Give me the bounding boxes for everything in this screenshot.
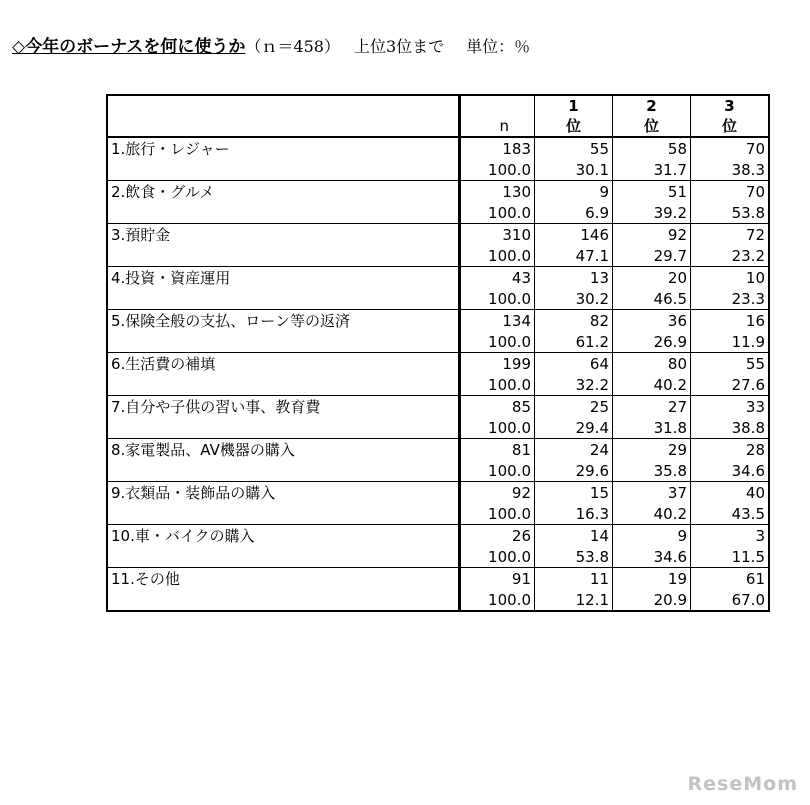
rank-3-count: 33	[691, 396, 770, 418]
rank-2-percent: 34.6	[613, 546, 691, 568]
item-label-blank	[107, 460, 460, 482]
item-percent: 100.0	[460, 202, 535, 224]
rank-2-percent: 35.8	[613, 460, 691, 482]
item-count: 183	[460, 137, 535, 159]
rank-2-percent: 40.2	[613, 374, 691, 396]
results-table	[106, 94, 770, 612]
rank-2-count: 29	[613, 439, 691, 461]
rank-3-count: 55	[691, 353, 770, 375]
rank-3-percent: 43.5	[691, 503, 770, 525]
rank-2-percent: 26.9	[613, 331, 691, 353]
rank-1-number: 1	[568, 97, 579, 115]
rank-3-count: 72	[691, 224, 770, 246]
rank-1-percent: 12.1	[535, 589, 613, 611]
item-label-blank	[107, 202, 460, 224]
rank-3-percent: 34.6	[691, 460, 770, 482]
header-rank-2	[613, 95, 691, 137]
table-row-percent	[107, 417, 769, 439]
header-rank-1	[535, 95, 613, 137]
item-label-blank	[107, 288, 460, 310]
table-row-percent	[107, 503, 769, 525]
rank-3-count: 28	[691, 439, 770, 461]
item-label: 3.預貯金	[107, 224, 460, 246]
item-count: 199	[460, 353, 535, 375]
rank-1-percent: 30.2	[535, 288, 613, 310]
rank-2-percent: 31.8	[613, 417, 691, 439]
rank-2-count: 20	[613, 267, 691, 289]
rank-3-percent: 67.0	[691, 589, 770, 611]
rank-1-percent: 61.2	[535, 331, 613, 353]
item-label: 5.保険全般の支払、ローン等の返済	[107, 310, 460, 332]
rank-3-count: 70	[691, 137, 770, 159]
item-label: 6.生活費の補填	[107, 353, 460, 375]
table-row-percent	[107, 202, 769, 224]
scope-note: 上位3位まで	[353, 37, 445, 56]
rank-3-percent: 23.2	[691, 245, 770, 267]
rank-2-count: 51	[613, 181, 691, 203]
item-count: 134	[460, 310, 535, 332]
item-percent: 100.0	[460, 331, 535, 353]
item-percent: 100.0	[460, 288, 535, 310]
rank-3-count: 16	[691, 310, 770, 332]
item-label: 2.飲食・グルメ	[107, 181, 460, 203]
item-percent: 100.0	[460, 374, 535, 396]
rank-3-label: 位	[721, 117, 737, 135]
rank-1-label: 位	[565, 117, 581, 135]
table-row-percent	[107, 589, 769, 611]
rank-3-percent: 11.9	[691, 331, 770, 353]
table-row-percent	[107, 331, 769, 353]
rank-2-percent: 20.9	[613, 589, 691, 611]
rank-3-percent: 53.8	[691, 202, 770, 224]
rank-3-count: 10	[691, 267, 770, 289]
item-count: 91	[460, 568, 535, 590]
table-row	[107, 482, 769, 504]
rank-3-number: 3	[724, 97, 735, 115]
item-label-blank	[107, 374, 460, 396]
item-count: 310	[460, 224, 535, 246]
rank-3-percent: 38.3	[691, 159, 770, 181]
rank-3-percent: 38.8	[691, 417, 770, 439]
item-percent: 100.0	[460, 460, 535, 482]
watermark-logo: ReseMom	[687, 773, 798, 795]
rank-1-percent: 53.8	[535, 546, 613, 568]
item-label-blank	[107, 245, 460, 267]
page-header	[12, 32, 530, 57]
item-count: 26	[460, 525, 535, 547]
item-percent: 100.0	[460, 159, 535, 181]
rank-2-label: 位	[643, 117, 659, 135]
rank-1-percent: 32.2	[535, 374, 613, 396]
rank-3-count: 70	[691, 181, 770, 203]
item-label-blank	[107, 331, 460, 353]
rank-2-count: 36	[613, 310, 691, 332]
table-row-percent	[107, 546, 769, 568]
rank-1-percent: 47.1	[535, 245, 613, 267]
rank-2-percent: 46.5	[613, 288, 691, 310]
table-row	[107, 525, 769, 547]
rank-1-count: 146	[535, 224, 613, 246]
rank-2-percent: 31.7	[613, 159, 691, 181]
rank-1-percent: 30.1	[535, 159, 613, 181]
header-rank-3	[691, 95, 770, 137]
rank-2-percent: 39.2	[613, 202, 691, 224]
item-percent: 100.0	[460, 245, 535, 267]
rank-2-percent: 40.2	[613, 503, 691, 525]
rank-3-count: 3	[691, 525, 770, 547]
table-row	[107, 310, 769, 332]
table-row	[107, 224, 769, 246]
rank-1-count: 13	[535, 267, 613, 289]
table-row	[107, 137, 769, 159]
rank-3-percent: 27.6	[691, 374, 770, 396]
unit-note: 単位：％	[466, 37, 531, 56]
rank-2-count: 58	[613, 137, 691, 159]
item-label: 9.衣類品・装飾品の購入	[107, 482, 460, 504]
rank-1-percent: 29.4	[535, 417, 613, 439]
table-row	[107, 439, 769, 461]
item-percent: 100.0	[460, 546, 535, 568]
table-row-percent	[107, 288, 769, 310]
item-percent: 100.0	[460, 503, 535, 525]
table-row-percent	[107, 460, 769, 482]
table-row	[107, 568, 769, 590]
rank-3-percent: 23.3	[691, 288, 770, 310]
rank-1-count: 11	[535, 568, 613, 590]
table-row	[107, 396, 769, 418]
item-label: 11.その他	[107, 568, 460, 590]
item-label-blank	[107, 546, 460, 568]
rank-1-percent: 6.9	[535, 202, 613, 224]
rank-3-count: 61	[691, 568, 770, 590]
rank-2-count: 27	[613, 396, 691, 418]
rank-2-count: 9	[613, 525, 691, 547]
rank-1-count: 14	[535, 525, 613, 547]
item-label-blank	[107, 159, 460, 181]
item-label: 7.自分や子供の習い事、教育費	[107, 396, 460, 418]
table-row-percent	[107, 374, 769, 396]
rank-1-count: 64	[535, 353, 613, 375]
table-header-row	[107, 95, 769, 137]
rank-2-percent: 29.7	[613, 245, 691, 267]
item-label: 1.旅行・レジャー	[107, 137, 460, 159]
table-row	[107, 353, 769, 375]
item-count: 130	[460, 181, 535, 203]
rank-1-count: 24	[535, 439, 613, 461]
rank-1-percent: 29.6	[535, 460, 613, 482]
table-row	[107, 267, 769, 289]
rank-2-count: 19	[613, 568, 691, 590]
table-row-percent	[107, 159, 769, 181]
item-percent: 100.0	[460, 589, 535, 611]
rank-3-count: 40	[691, 482, 770, 504]
item-count: 85	[460, 396, 535, 418]
rank-1-count: 15	[535, 482, 613, 504]
rank-1-count: 55	[535, 137, 613, 159]
item-label: 4.投資・資産運用	[107, 267, 460, 289]
rank-2-number: 2	[646, 97, 657, 115]
item-label-blank	[107, 417, 460, 439]
item-label: 8.家電製品、AV機器の購入	[107, 439, 460, 461]
header-n	[460, 95, 535, 137]
rank-1-count: 82	[535, 310, 613, 332]
item-count: 92	[460, 482, 535, 504]
rank-1-count: 25	[535, 396, 613, 418]
rank-1-percent: 16.3	[535, 503, 613, 525]
rank-2-count: 37	[613, 482, 691, 504]
rank-1-count: 9	[535, 181, 613, 203]
rank-2-count: 92	[613, 224, 691, 246]
rank-3-percent: 11.5	[691, 546, 770, 568]
table-row	[107, 181, 769, 203]
item-count: 43	[460, 267, 535, 289]
item-label-blank	[107, 503, 460, 525]
table-row-percent	[107, 245, 769, 267]
rank-2-count: 80	[613, 353, 691, 375]
item-label-blank	[107, 589, 460, 611]
item-count: 81	[460, 439, 535, 461]
item-label: 10.車・バイクの購入	[107, 525, 460, 547]
page-title: ◇今年のボーナスを何に使うか	[12, 37, 246, 57]
item-percent: 100.0	[460, 417, 535, 439]
header-n-label: n	[499, 117, 509, 135]
header-blank-cell	[107, 95, 460, 137]
sample-size: （ｎ＝458）	[245, 37, 340, 56]
